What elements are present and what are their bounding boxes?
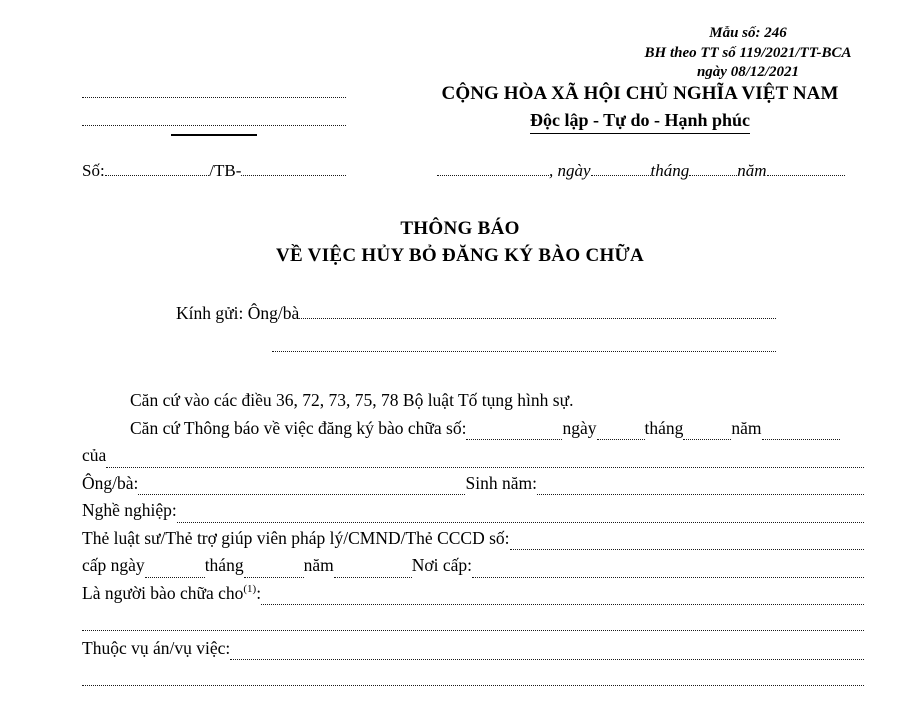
issuing-authority-line-2[interactable]: [82, 112, 346, 126]
case-line-2: [82, 665, 864, 693]
legal-basis-notice-number-input[interactable]: [466, 439, 562, 440]
card-number-line: [82, 528, 864, 556]
defender-for-text: Là người bào chữa cho: [82, 582, 244, 603]
document-title-main: THÔNG BÁO: [400, 218, 520, 239]
card-issue-year-label: năm: [303, 555, 334, 575]
date-year-input[interactable]: [767, 175, 845, 176]
birth-year-label: Sinh năm:: [465, 472, 537, 493]
document-body: [82, 390, 864, 693]
defender-for-label: [82, 583, 261, 604]
issuing-body-label: của: [82, 445, 107, 465]
defender-for-input-line-2[interactable]: [82, 630, 864, 631]
birth-year-input[interactable]: [537, 494, 864, 495]
legal-basis-notice-month-label: tháng: [644, 417, 684, 438]
document-number-separator: /TB-: [209, 161, 242, 180]
place-input[interactable]: [437, 175, 549, 176]
document-title-sub: VỀ VIỆC HỦY BỎ ĐĂNG KÝ BÀO CHỮA: [275, 245, 645, 266]
recipient-block: [176, 303, 776, 352]
date-month-input[interactable]: [689, 175, 737, 176]
defender-for-line-2: [82, 610, 864, 638]
case-input-line-2[interactable]: [82, 685, 864, 686]
legal-basis-articles-line: [82, 390, 864, 418]
date-day-label: ngày: [557, 161, 591, 180]
issuing-authority-rule: [171, 134, 257, 136]
defender-for-colon: :: [256, 582, 262, 603]
occupation-label: Nghề nghiệp:: [82, 500, 177, 520]
date-month-label: tháng: [650, 161, 690, 180]
form-issued-under: BH theo TT số 119/2021/TT-BCA: [644, 44, 852, 61]
card-issue-day-label: cấp ngày: [82, 555, 145, 575]
issuing-body-line: [82, 445, 864, 473]
place-date-row: [437, 161, 847, 181]
occupation-input[interactable]: [177, 522, 864, 523]
case-label: Thuộc vụ án/vụ việc:: [82, 637, 231, 658]
form-metadata: [600, 24, 896, 83]
person-name-input[interactable]: [138, 494, 465, 495]
document-number-input[interactable]: [105, 175, 210, 176]
legal-basis-notice-day-input[interactable]: [597, 439, 645, 440]
legal-basis-notice-label: Căn cứ Thông báo về việc đăng ký bào chữa số:: [130, 417, 467, 438]
card-issue-month-label: tháng: [204, 555, 244, 575]
card-issue-year-input[interactable]: [334, 577, 412, 578]
card-issue-month-input[interactable]: [244, 577, 304, 578]
case-line: [82, 638, 864, 666]
legal-basis-notice-line: [82, 418, 864, 446]
recipient-input-line-2[interactable]: [272, 338, 776, 352]
case-input[interactable]: [230, 659, 864, 660]
national-motto: Độc lập - Tự do - Hạnh phúc: [530, 108, 750, 134]
document-number-suffix-input[interactable]: [241, 175, 346, 176]
legal-basis-notice-month-input[interactable]: [683, 439, 731, 440]
person-name-label: Ông/bà:: [82, 472, 139, 493]
card-issue-day-input[interactable]: [145, 577, 205, 578]
issuing-body-input[interactable]: [106, 467, 864, 468]
issuing-authority-block: [82, 84, 346, 136]
national-title: CỘNG HÒA XÃ HỘI CHỦ NGHĨA VIỆT NAM: [441, 83, 839, 104]
national-heading-block: [400, 82, 880, 134]
recipient-input[interactable]: [299, 318, 776, 319]
defender-for-line: [82, 583, 864, 611]
issuing-authority-line-1[interactable]: [82, 84, 346, 98]
document-number-row: [82, 161, 346, 181]
card-issue-line: [82, 555, 864, 583]
legal-basis-notice-day-label: ngày: [562, 417, 597, 438]
document-number-label: Số:: [82, 161, 105, 180]
card-issue-place-label: Nơi cấp:: [411, 555, 472, 575]
legal-basis-notice-year-input[interactable]: [762, 439, 840, 440]
defender-for-footnote-marker: (1): [243, 582, 257, 595]
card-number-label: Thẻ luật sư/Thẻ trợ giúp viên pháp lý/CMND/Thẻ CCCD số:: [82, 527, 510, 548]
date-comma: ,: [549, 161, 558, 180]
occupation-line: [82, 500, 864, 528]
person-name-line: [82, 473, 864, 501]
defender-for-input[interactable]: [261, 604, 864, 605]
date-day-input[interactable]: [591, 175, 651, 176]
card-number-input[interactable]: [510, 549, 864, 550]
legal-basis-notice-year-label: năm: [731, 417, 762, 438]
form-number: Mẫu số: 246: [709, 25, 787, 41]
card-issue-place-input[interactable]: [472, 577, 864, 578]
document-title-block: [0, 216, 920, 268]
legal-basis-articles-text: Căn cứ vào các điều 36, 72, 73, 75, 78 Bộ luật Tố tụng hình sự.: [130, 390, 574, 410]
form-issue-date: ngày 08/12/2021: [696, 64, 800, 80]
date-year-label: năm: [737, 161, 767, 180]
recipient-label: Kính gửi: Ông/bà: [176, 303, 300, 323]
